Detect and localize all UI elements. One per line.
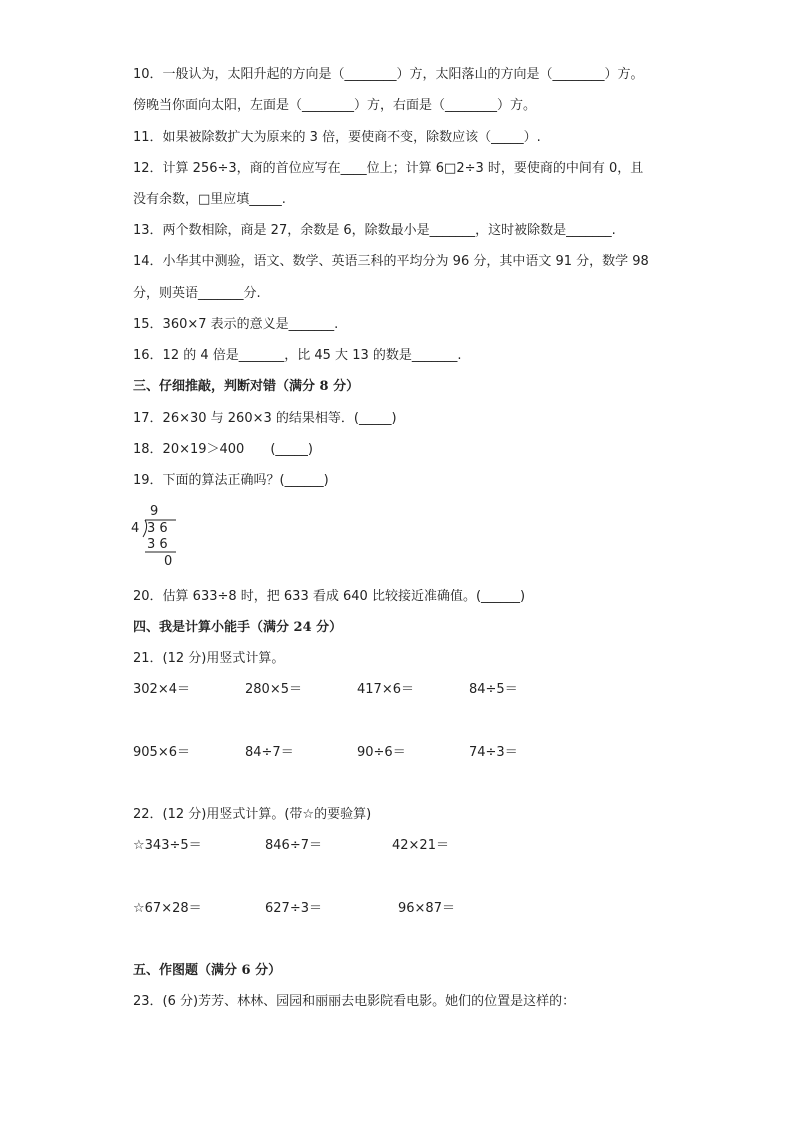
calc-item: 84÷7＝ bbox=[245, 745, 294, 760]
section-3-heading: 三、仔细推敲，判断对错（满分 8 分） bbox=[133, 379, 360, 394]
question-16: 16．12 的 4 倍是_______，比 45 大 13 的数是_______. bbox=[133, 348, 462, 363]
question-10-line-1: 10．一般认为，太阳升起的方向是（________）方，太阳落山的方向是（________）方。 bbox=[133, 67, 644, 82]
remainder: 0 bbox=[164, 554, 173, 569]
calc-item: 627÷3＝ bbox=[265, 901, 322, 916]
question-11: 11．如果被除数扩大为原来的 3 倍，要使商不变，除数应该（_____）. bbox=[133, 130, 541, 145]
section-5-heading: 五、作图题（满分 6 分） bbox=[133, 963, 282, 978]
section-4-heading: 四、我是计算小能手（满分 24 分） bbox=[133, 620, 343, 635]
calc-item: 96×87＝ bbox=[398, 901, 455, 916]
question-23: 23．(6 分)芳芳、林林、园园和丽丽去电影院看电影。她们的位置是这样的： bbox=[133, 994, 576, 1009]
calc-item: 280×5＝ bbox=[245, 682, 302, 697]
calc-item: 90÷6＝ bbox=[357, 745, 406, 760]
calc-item: 302×4＝ bbox=[133, 682, 190, 697]
calc-item: 905×6＝ bbox=[133, 745, 190, 760]
calc-item: 417×6＝ bbox=[357, 682, 414, 697]
question-20: 20．估算 633÷8 时，把 633 看成 640 比较接近准确值。(______) bbox=[133, 589, 526, 604]
question-14-line-1: 14．小华其中测验，语文、数学、英语三科的平均分为 96 分，其中语文 91 分，数学 98 bbox=[133, 254, 649, 269]
question-14-line-2: 分，则英语_______分. bbox=[133, 286, 261, 301]
long-division-figure bbox=[130, 505, 190, 571]
question-18: 18．20×19＞400 (_____) bbox=[133, 442, 313, 457]
question-12-line-1: 12．计算 256÷3，商的首位应写在____位上；计算 6□2÷3 时，要使商的中间有 0，且 bbox=[133, 161, 644, 176]
calc-item: 42×21＝ bbox=[392, 838, 449, 853]
question-15: 15．360×7 表示的意义是_______. bbox=[133, 317, 339, 332]
question-13: 13．两个数相除，商是 27，余数是 6，除数最小是_______，这时被除数是_______. bbox=[133, 223, 616, 238]
calc-item: ☆343÷5＝ bbox=[133, 838, 202, 853]
calc-item: 74÷3＝ bbox=[469, 745, 518, 760]
calc-item: 84÷5＝ bbox=[469, 682, 518, 697]
question-17: 17．26×30 与 260×3 的结果相等．(_____) bbox=[133, 411, 397, 426]
product: 3 6 bbox=[147, 537, 168, 552]
question-10-line-2: 傍晚当你面向太阳，左面是（________）方，右面是（________）方。 bbox=[133, 98, 537, 113]
calc-item: 846÷7＝ bbox=[265, 838, 322, 853]
question-21: 21．(12 分)用竖式计算。 bbox=[133, 651, 285, 666]
calc-item: ☆67×28＝ bbox=[133, 901, 202, 916]
dividend: 3 6 bbox=[147, 521, 168, 536]
quotient: 9 bbox=[150, 504, 159, 519]
question-22: 22．(12 分)用竖式计算。(带☆的要验算) bbox=[133, 807, 372, 822]
divisor: 4 bbox=[131, 521, 140, 536]
question-12-line-2: 没有余数，□里应填_____. bbox=[133, 192, 286, 207]
question-19: 19．下面的算法正确吗？(______) bbox=[133, 473, 329, 488]
